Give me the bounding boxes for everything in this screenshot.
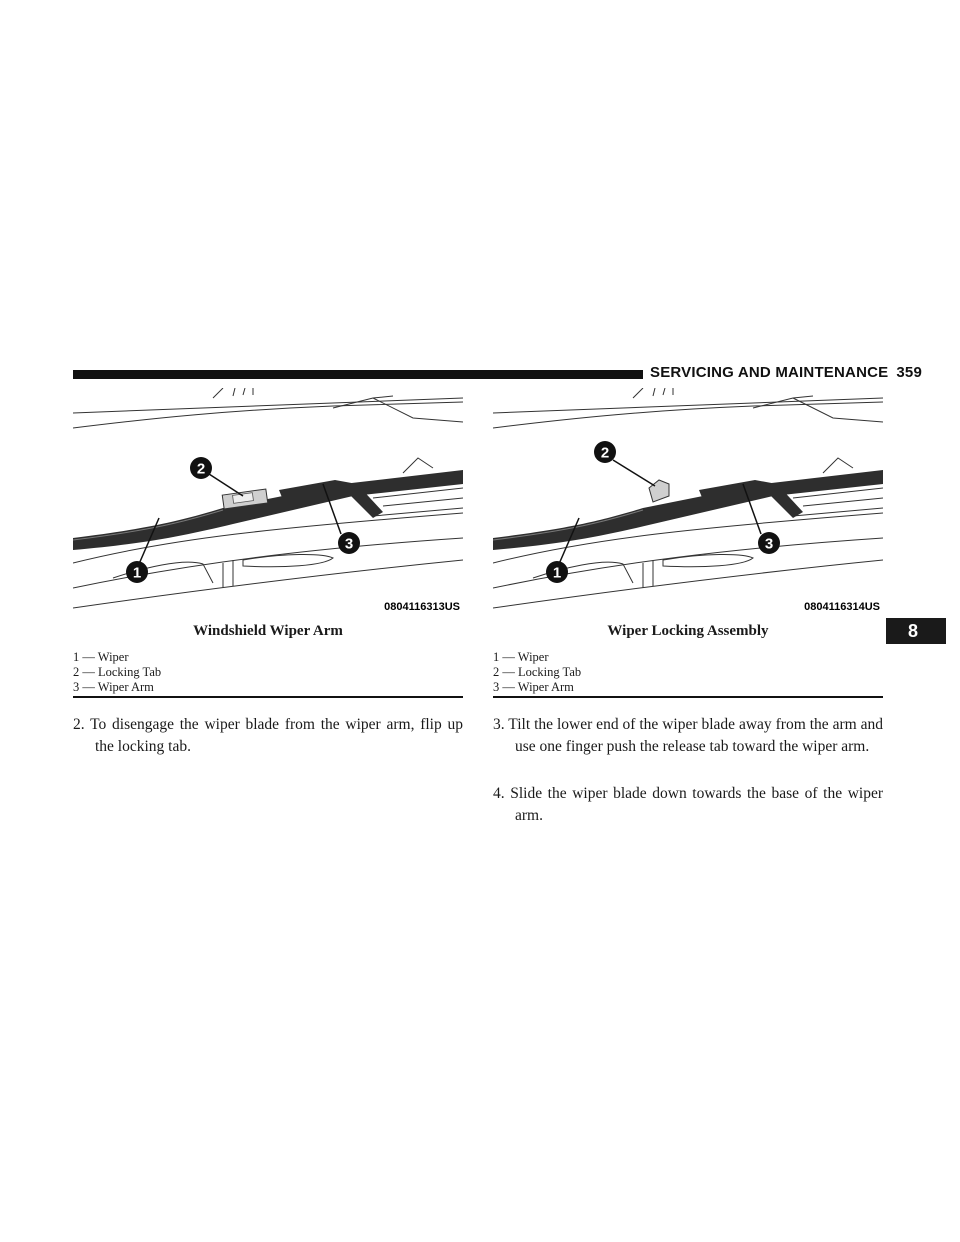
section-title: SERVICING AND MAINTENANCE [650,364,889,381]
figure-code: 0804116314US [804,601,880,613]
figure-legend [493,650,883,695]
legend-divider [493,696,883,698]
legend-divider [73,696,463,698]
figure-caption: Wiper Locking Assembly [607,623,769,639]
instruction-step-4: 4. Slide the wiper blade down towards the base of the wiper arm. [493,785,883,824]
windshield-wiper-arm-illustration [73,388,463,618]
header-rule [73,370,643,379]
figure-code: 0804116313US [384,601,460,613]
callout-3: 3 [764,535,774,553]
legend-item: 3 — Wiper Arm [73,680,154,694]
legend-item: 2 — Locking Tab [493,665,582,679]
figure-legend [73,650,463,695]
legend-item: 3 — Wiper Arm [493,680,574,694]
legend-item: 2 — Locking Tab [73,665,162,679]
callout-1: 1 [132,564,142,582]
legend-item: 1 — Wiper [73,650,129,664]
instruction-step-3: 3. Tilt the lower end of the wiper blade away from the arm and use one finger push the release tab toward the wiper arm. [493,716,883,755]
callout-2: 2 [196,460,206,478]
callout-1: 1 [552,564,562,582]
page-number: 359 [896,364,922,381]
wiper-locking-assembly-illustration [493,388,883,618]
running-header [650,364,922,381]
section-tab[interactable]: 8 [886,618,946,644]
callout-3: 3 [344,535,354,553]
figure-caption: Windshield Wiper Arm [193,623,343,639]
callout-2: 2 [600,444,610,462]
instruction-step-2: 2. To disengage the wiper blade from the wiper arm, flip up the locking tab. [73,716,463,755]
legend-item: 1 — Wiper [493,650,549,664]
